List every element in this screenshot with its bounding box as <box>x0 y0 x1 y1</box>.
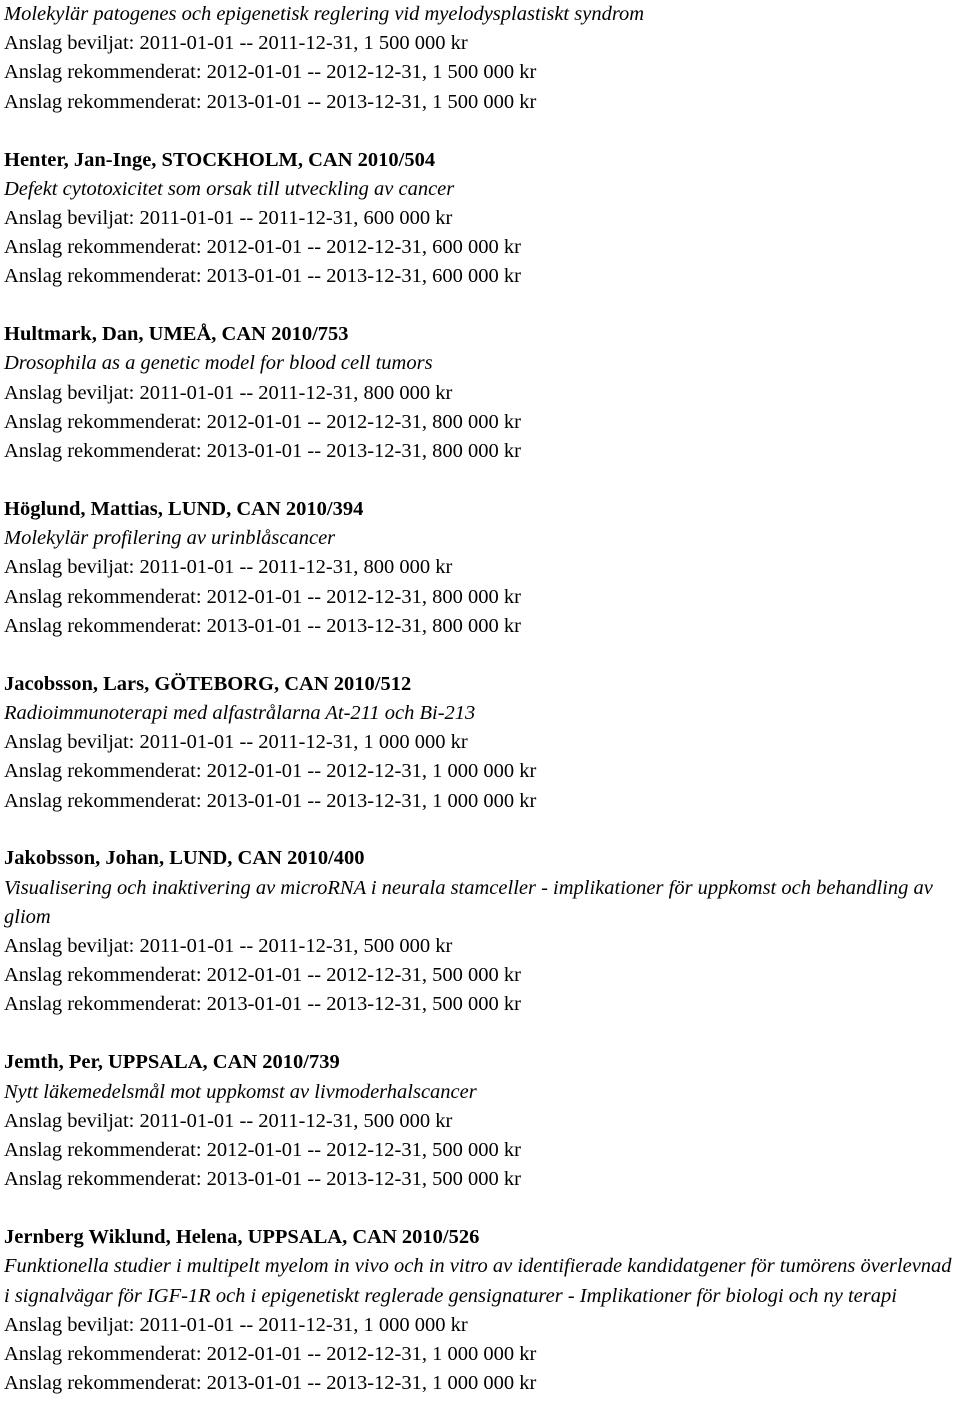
grant-line: Anslag beviljat: 2011-01-01 -- 2011-12-31, 1 000 000 kr <box>4 1313 468 1336</box>
grant-entry <box>4 1048 960 1194</box>
entry-separator <box>4 816 960 845</box>
grant-line: Anslag rekommenderat: 2012-01-01 -- 2012-12-31, 800 000 kr <box>4 585 521 608</box>
applicant-heading: Jemth, Per, UPPSALA, CAN 2010/739 <box>4 1051 340 1074</box>
grant-line: Anslag rekommenderat: 2013-01-01 -- 2013-12-31, 1 000 000 kr <box>4 1372 537 1395</box>
entry-separator <box>4 466 960 495</box>
entry-separator <box>4 1194 960 1223</box>
grant-entry <box>4 844 960 1019</box>
applicant-heading: Höglund, Mattias, LUND, CAN 2010/394 <box>4 498 364 521</box>
entry-separator <box>4 641 960 670</box>
grant-line: Anslag rekommenderat: 2013-01-01 -- 2013-12-31, 800 000 kr <box>4 614 521 637</box>
grant-line: Anslag rekommenderat: 2012-01-01 -- 2012-12-31, 600 000 kr <box>4 236 521 259</box>
grant-entry <box>4 146 960 292</box>
applicant-heading: Henter, Jan-Inge, STOCKHOLM, CAN 2010/504 <box>4 148 436 171</box>
entry-separator <box>4 1020 960 1049</box>
applicant-heading: Jernberg Wiklund, Helena, UPPSALA, CAN 2010/526 <box>4 1226 480 1249</box>
grant-line: Anslag rekommenderat: 2012-01-01 -- 2012-12-31, 500 000 kr <box>4 1139 521 1161</box>
project-title: Funktionella studier i multipelt myelom in vivo och in vitro av identifierade kandidatgener för tumörens överlevnad i signalvägar för IGF-1R och i epigenetiskt reglerade gensignaturer - Implikationer för biologi och ny terapi <box>4 1255 952 1307</box>
grant-entry <box>4 1223 960 1398</box>
grant-line: Anslag beviljat: 2011-01-01 -- 2011-12-31, 600 000 kr <box>4 206 453 229</box>
entry-separator <box>4 291 960 320</box>
grant-line: Anslag rekommenderat: 2012-01-01 -- 2012-12-31, 500 000 kr <box>4 964 521 987</box>
grant-line: Anslag beviljat: 2011-01-01 -- 2011-12-31, 1 500 000 kr <box>4 32 468 55</box>
grant-line: Anslag rekommenderat: 2012-01-01 -- 2012-12-31, 1 500 000 kr <box>4 61 537 84</box>
grant-list-document <box>4 0 960 1398</box>
applicant-heading: Jakobsson, Johan, LUND, CAN 2010/400 <box>4 847 365 870</box>
grant-line: Anslag rekommenderat: 2013-01-01 -- 2013-12-31, 500 000 kr <box>4 993 521 1016</box>
project-title: Visualisering och inaktivering av microRNA i neurala stamceller - implikationer för uppkomst och behandling av gliom <box>4 876 933 928</box>
project-title: Drosophila as a genetic model for blood cell tumors <box>4 352 433 375</box>
grant-line: Anslag rekommenderat: 2013-01-01 -- 2013-12-31, 1 000 000 kr <box>4 789 537 812</box>
grant-line: Anslag beviljat: 2011-01-01 -- 2011-12-31, 1 000 000 kr <box>4 731 468 754</box>
grant-line: Anslag beviljat: 2011-01-01 -- 2011-12-31, 500 000 kr <box>4 935 453 958</box>
grant-line: Anslag beviljat: 2011-01-01 -- 2011-12-31, 500 000 kr <box>4 1109 453 1132</box>
grant-entry <box>4 320 960 466</box>
grant-line: Anslag beviljat: 2011-01-01 -- 2011-12-31, 800 000 kr <box>4 381 453 404</box>
grant-line: Anslag rekommenderat: 2012-01-01 -- 2012-12-31, 1 000 000 kr <box>4 1342 537 1365</box>
entry-separator <box>4 117 960 146</box>
grant-line: Anslag rekommenderat: 2012-01-01 -- 2012-12-31, 800 000 kr <box>4 410 521 433</box>
grant-line: Anslag rekommenderat: 2013-01-01 -- 2013-12-31, 800 000 kr <box>4 440 521 463</box>
applicant-heading: Hultmark, Dan, UMEÅ, CAN 2010/753 <box>4 323 349 346</box>
grant-entry <box>4 495 960 641</box>
applicant-heading: Jacobsson, Lars, GÖTEBORG, CAN 2010/512 <box>4 672 412 695</box>
grant-line: Anslag rekommenderat: 2013-01-01 -- 2013-12-31, 600 000 kr <box>4 265 521 288</box>
project-title: Defekt cytotoxicitet som orsak till utveckling av cancer <box>4 177 455 200</box>
project-title: Molekylär profilering av urinblåscancer <box>4 527 336 550</box>
grant-line: Anslag rekommenderat: 2012-01-01 -- 2012-12-31, 1 000 000 kr <box>4 760 537 783</box>
grant-line: Anslag rekommenderat: 2013-01-01 -- 2013-12-31, 500 000 kr <box>4 1168 521 1191</box>
project-title: Molekylär patogenes och epigenetisk reglering vid myelodysplastiskt syndrom <box>4 3 645 25</box>
project-title: Radioimmunoterapi med alfastrålarna At-211 och Bi-213 <box>4 701 476 724</box>
grant-line: Anslag rekommenderat: 2013-01-01 -- 2013-12-31, 1 500 000 kr <box>4 90 537 113</box>
grant-line: Anslag beviljat: 2011-01-01 -- 2011-12-31, 800 000 kr <box>4 556 453 579</box>
grant-entry <box>4 670 960 816</box>
project-title: Nytt läkemedelsmål mot uppkomst av livmoderhalscancer <box>4 1080 477 1103</box>
grant-entry <box>4 0 960 117</box>
